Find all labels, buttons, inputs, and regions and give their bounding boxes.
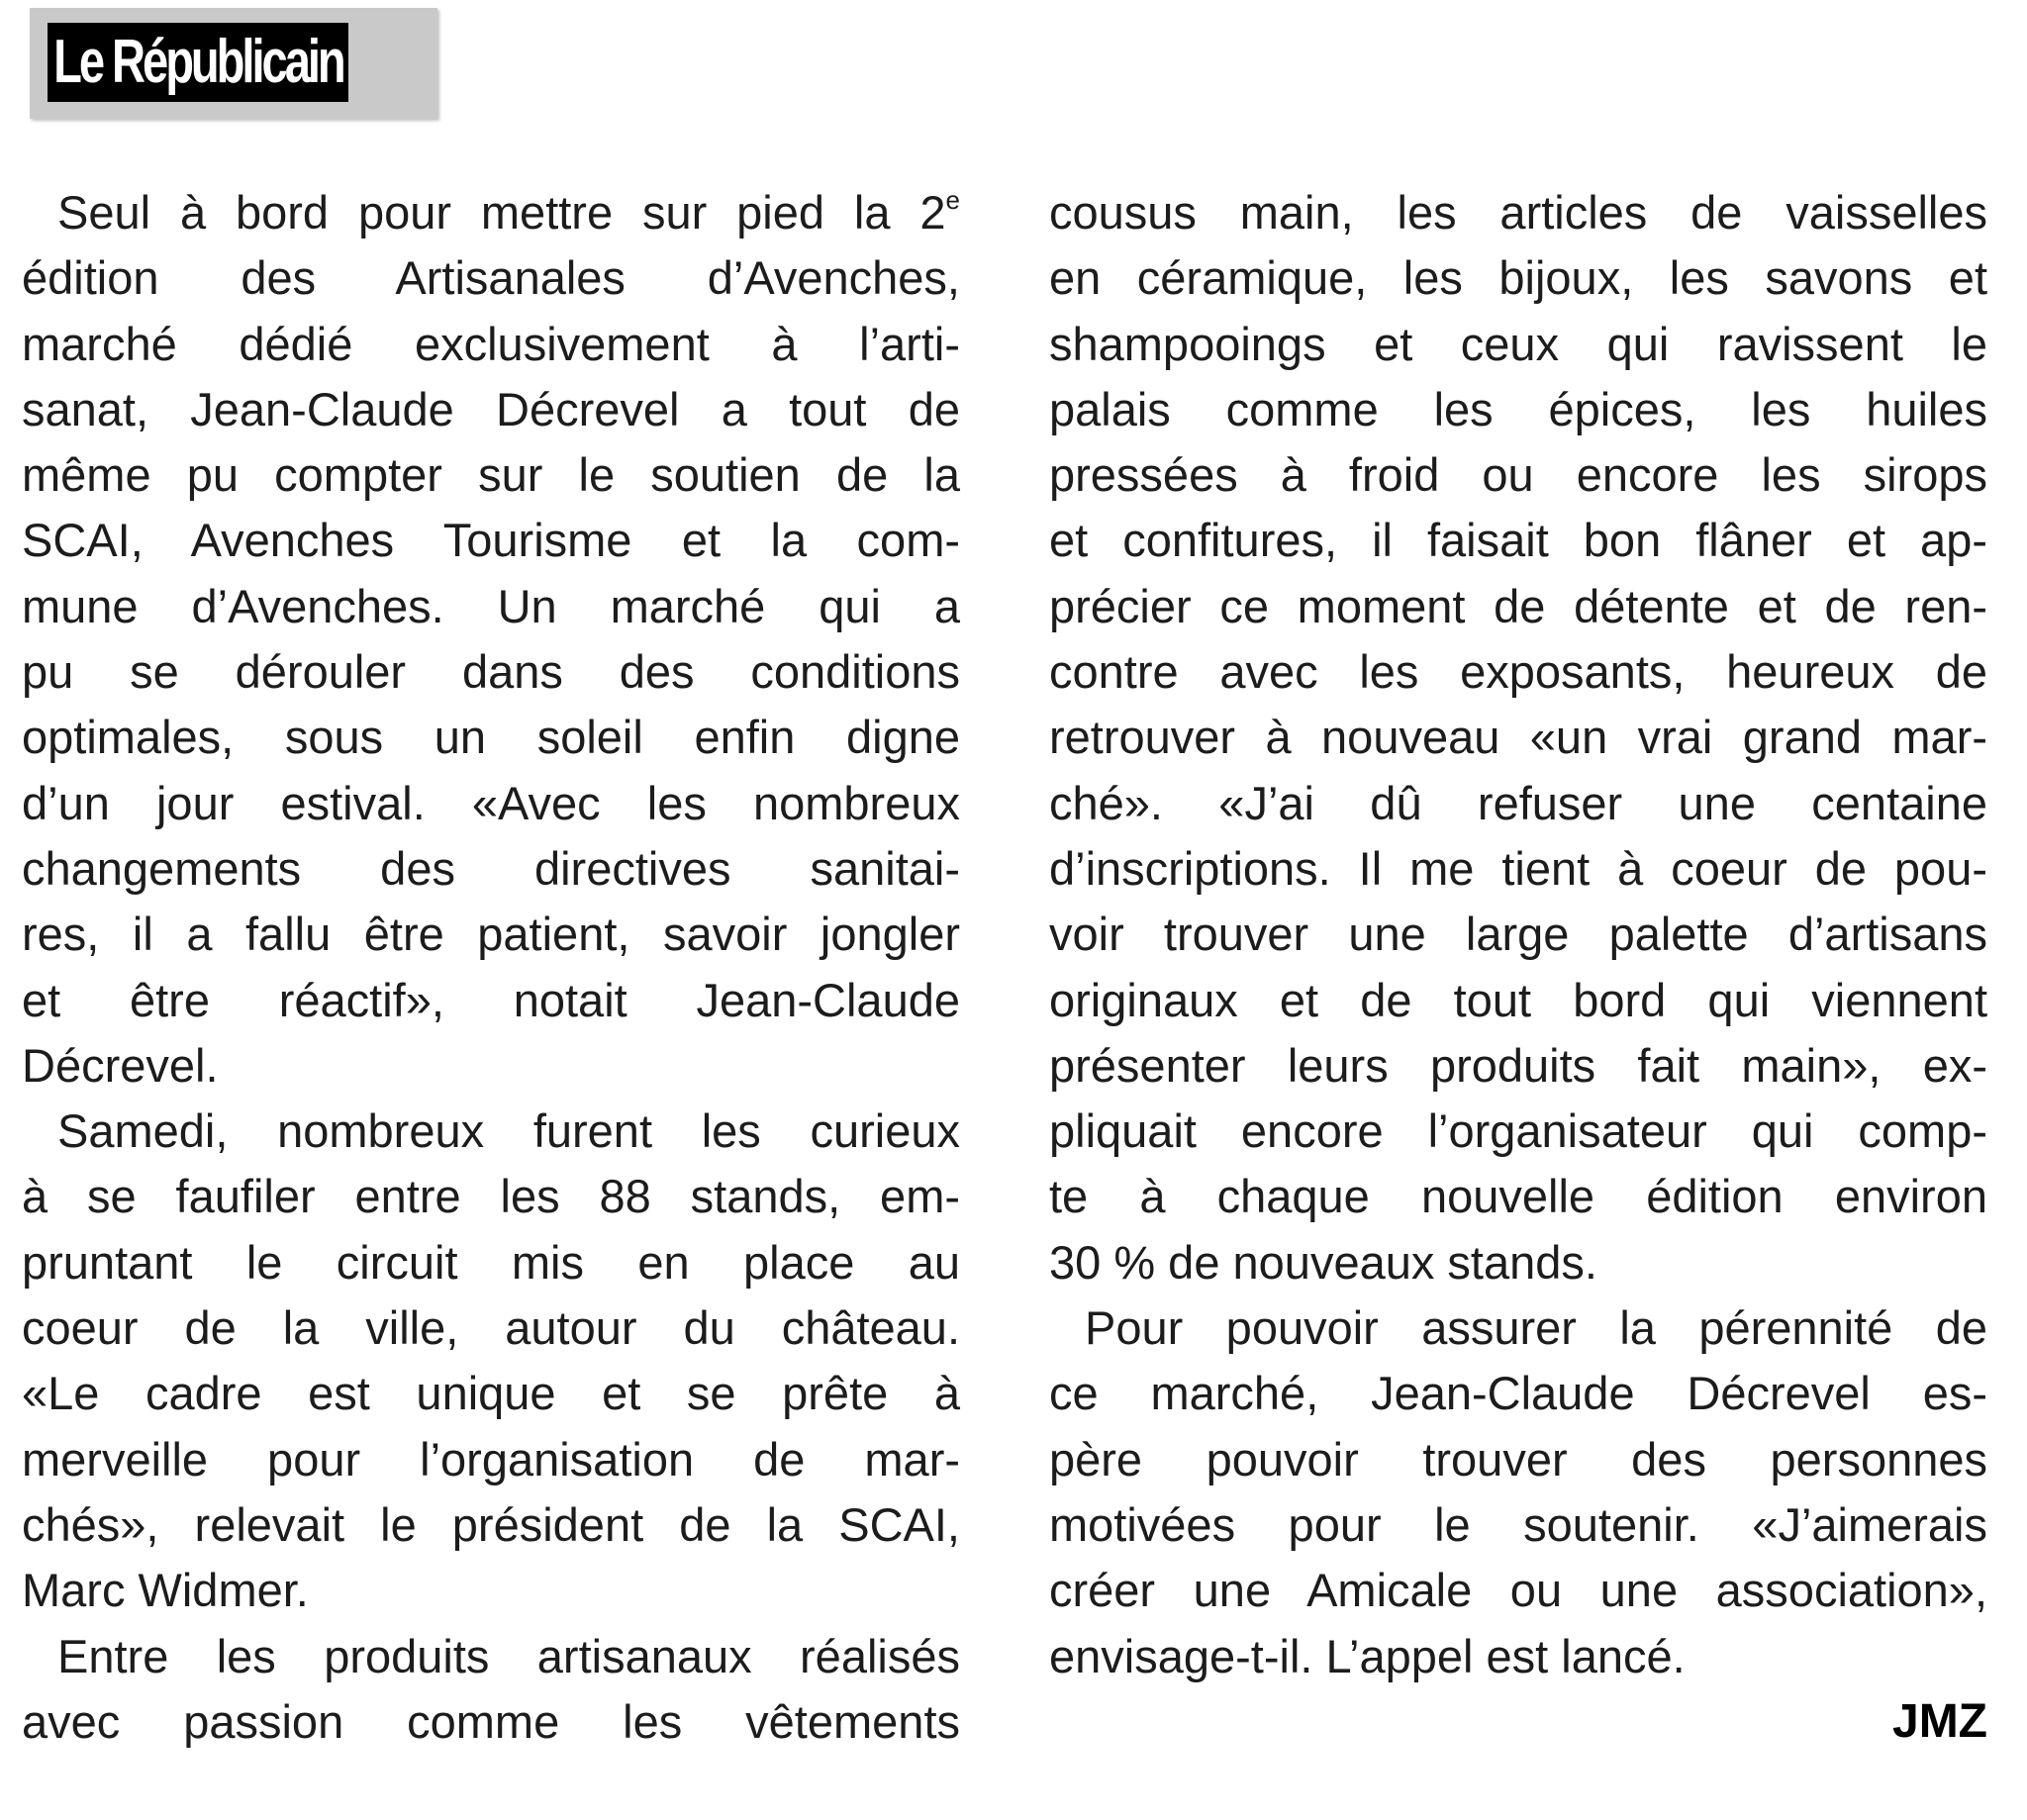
article-text: coeur de la ville, autour du château. — [22, 1301, 960, 1355]
article-text-line — [1049, 574, 1987, 639]
article-text-line — [22, 968, 960, 1033]
article-text-line — [1049, 902, 1987, 967]
article-text: ché». «J’ai dû refuser une centaine — [1049, 776, 1987, 829]
article-text: cousus main, les articles de vaisselles — [1049, 186, 1987, 239]
article-text-line — [22, 705, 960, 770]
superscript: e — [945, 185, 960, 215]
article-text: optimales, sous un soleil enfin digne — [22, 711, 960, 764]
article-text-line — [22, 1558, 960, 1623]
article-text: édition des Artisanales d’Avenches, — [22, 251, 960, 305]
article-text: shampooings et ceux qui ravissent le — [1049, 317, 1987, 370]
article-text: en céramique, les bijoux, les savons et — [1049, 251, 1987, 305]
article-text-line — [1049, 1230, 1987, 1295]
article-text: pruntant le circuit mis en place au — [22, 1235, 960, 1289]
article-column-left — [22, 180, 960, 1755]
article-text-line — [1049, 1295, 1987, 1361]
article-text: Décrevel. — [22, 1038, 219, 1092]
article-text-line — [22, 245, 960, 311]
article-text: originaux et de tout bord qui viennent — [1049, 973, 1987, 1026]
article-column-right — [1049, 180, 1987, 1755]
article-text-line — [1049, 442, 1987, 508]
article-text: et confitures, il faisait bon flâner et ap- — [1049, 514, 1987, 567]
article-text: pu se dérouler dans des conditions — [22, 645, 960, 699]
article-text: présenter leurs produits fait main», ex- — [1049, 1038, 1987, 1092]
article-text-line — [22, 1427, 960, 1492]
article-text-line — [22, 1361, 960, 1426]
article-text-line — [22, 1033, 960, 1099]
article-text-line — [1049, 1361, 1987, 1426]
article-text: sanat, Jean-Claude Décrevel a tout de — [22, 382, 960, 435]
article-text-line — [1049, 1164, 1987, 1229]
article-text-line — [1049, 968, 1987, 1033]
article-text-line — [22, 1492, 960, 1558]
article-text: palais comme les épices, les huiles — [1049, 382, 1987, 435]
article-text-line — [22, 442, 960, 508]
article-text-line — [22, 574, 960, 639]
article-text-line — [1049, 1099, 1987, 1164]
article-text: d’inscriptions. Il me tient à coeur de pou- — [1049, 841, 1987, 895]
article-text-line — [1049, 1492, 1987, 1558]
article-text-line — [1049, 1033, 1987, 1099]
article-text: motivées pour le soutenir. «J’aimerais — [1049, 1497, 1987, 1551]
article-text: père pouvoir trouver des personnes — [1049, 1432, 1987, 1485]
article-text: Marc Widmer. — [22, 1564, 309, 1617]
article-text: merveille pour l’organisation de mar- — [22, 1432, 960, 1485]
article-text-line — [22, 377, 960, 442]
article-text-line — [22, 836, 960, 902]
article-text-line — [1049, 508, 1987, 573]
masthead-title: Le Républicain — [48, 23, 348, 102]
article-text-line — [22, 1689, 960, 1755]
article-text: voir trouver une large palette d’artisans — [1049, 908, 1987, 961]
article-text: créer une Amicale ou une association», — [1049, 1564, 1987, 1617]
article-text-line — [1049, 1558, 1987, 1623]
article-text-line — [1049, 771, 1987, 836]
article-text: à se faufiler entre les 88 stands, em- — [22, 1170, 960, 1223]
article-text: envisage-t-il. L’appel est lancé. — [1049, 1629, 1686, 1682]
article-text-line — [1049, 639, 1987, 705]
article-text-line — [1049, 312, 1987, 377]
article-text-line — [1049, 1624, 1987, 1689]
article-text-line — [22, 1164, 960, 1229]
article-text-line — [22, 508, 960, 573]
article-text-line — [22, 1295, 960, 1361]
article-text: Seul à bord pour mettre sur pied la 2 — [57, 186, 946, 239]
article-text-line — [22, 639, 960, 705]
article-text: changements des directives sanitai- — [22, 841, 960, 895]
article-text-line — [22, 771, 960, 836]
article-text-line — [22, 1099, 960, 1164]
article-text: res, il a fallu être patient, savoir jongler — [22, 908, 960, 961]
article-text-line — [1049, 705, 1987, 770]
article-text-line — [1049, 180, 1987, 245]
article-text: Pour pouvoir assurer la pérennité de — [1085, 1301, 1987, 1355]
article-text: chés», relevait le président de la SCAI, — [22, 1497, 960, 1551]
article-text: ce marché, Jean-Claude Décrevel es- — [1049, 1367, 1987, 1420]
article-text: et être réactif», notait Jean-Claude — [22, 973, 960, 1026]
article-text: te à chaque nouvelle édition environ — [1049, 1170, 1987, 1223]
article-text: d’un jour estival. «Avec les nombreux — [22, 776, 960, 829]
article-text: précier ce moment de détente et de ren- — [1049, 579, 1987, 632]
article-text: 30 % de nouveaux stands. — [1049, 1235, 1597, 1289]
article-text: contre avec les exposants, heureux de — [1049, 645, 1987, 699]
article-text-line — [22, 1230, 960, 1295]
article-text: avec passion comme les vêtements — [22, 1694, 960, 1748]
article-text-line — [22, 312, 960, 377]
masthead-logo — [30, 8, 437, 119]
article-text: pressées à froid ou encore les sirops — [1049, 448, 1987, 502]
article-text: marché dédié exclusivement à l’arti- — [22, 317, 960, 370]
article-text: «Le cadre est unique et se prête à — [22, 1367, 960, 1420]
article-text: pliquait encore l’organisateur qui comp- — [1049, 1104, 1987, 1158]
article-text-line — [22, 1624, 960, 1689]
article-text-line — [1049, 1427, 1987, 1492]
article-text-line — [22, 902, 960, 967]
article-text-line — [1049, 245, 1987, 311]
article-text-line — [22, 180, 960, 245]
author-signature: JMZ — [1892, 1694, 1987, 1748]
article-text: Samedi, nombreux furent les curieux — [57, 1104, 960, 1158]
article-text: Entre les produits artisanaux réalisés — [57, 1629, 960, 1682]
article-text-line — [1049, 836, 1987, 902]
article-text: SCAI, Avenches Tourisme et la com- — [22, 514, 960, 567]
article-text: retrouver à nouveau «un vrai grand mar- — [1049, 711, 1987, 764]
article-text: mune d’Avenches. Un marché qui a — [22, 579, 960, 632]
article-text-line — [1049, 377, 1987, 442]
article-text: même pu compter sur le soutien de la — [22, 448, 960, 502]
